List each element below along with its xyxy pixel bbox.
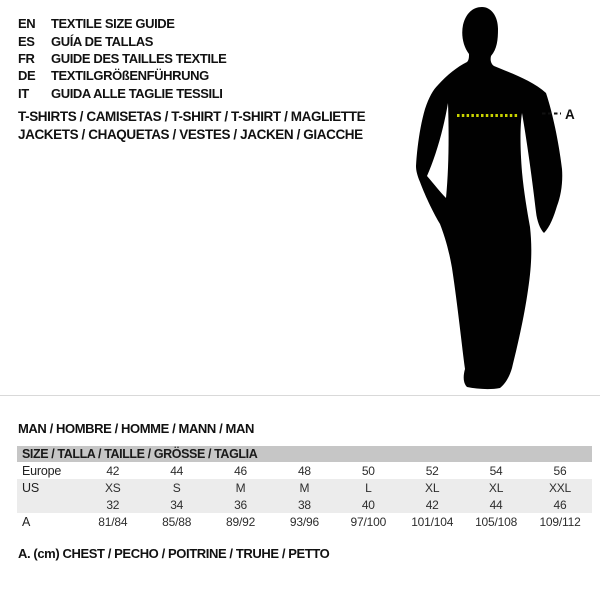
row-label: US	[17, 479, 81, 496]
language-row-de	[18, 67, 226, 84]
language-label: GUÍA DE TALLAS	[51, 33, 154, 49]
man-silhouette-figure	[405, 0, 600, 400]
language-row-es	[18, 32, 226, 49]
row-label: A	[22, 514, 31, 529]
table-cell: 52	[425, 463, 439, 478]
man-silhouette-path	[416, 7, 562, 389]
horizontal-divider	[0, 395, 600, 396]
table-cell: 40	[336, 496, 400, 513]
table-cell: 34	[145, 496, 209, 513]
language-code: ES	[18, 33, 35, 49]
language-code: FR	[18, 50, 35, 66]
table-cell: 97/100	[350, 514, 387, 529]
section-title-man: MAN / HOMBRE / HOMME / MANN / MAN	[18, 421, 254, 436]
table-cell: M	[273, 479, 337, 496]
category-tshirts: T-SHIRTS / CAMISETAS / T-SHIRT / T-SHIRT / MAGLIETTE	[18, 109, 366, 124]
measurement-footnote: A. (cm) CHEST / PECHO / POITRINE / TRUHE / PETTO	[18, 546, 330, 561]
table-cell: 46	[528, 496, 592, 513]
table-cell: 36	[209, 496, 273, 513]
table-row-europe	[17, 462, 592, 479]
language-list	[18, 15, 226, 102]
language-row-en	[18, 15, 226, 32]
size-table	[17, 446, 592, 530]
table-cell: 44	[464, 496, 528, 513]
man-silhouette-svg	[405, 0, 600, 400]
language-label: GUIDA ALLE TAGLIE TESSILI	[51, 85, 223, 101]
table-cell: 93/96	[289, 514, 319, 529]
row-label: Europe	[22, 463, 62, 478]
garment-categories	[18, 108, 365, 144]
table-cell: 105/108	[475, 514, 518, 529]
language-row-fr	[18, 50, 226, 67]
table-cell: 54	[489, 463, 503, 478]
table-cell: 44	[170, 463, 184, 478]
language-label: GUIDE DES TAILLES TEXTILE	[51, 50, 227, 66]
table-cell: 50	[361, 463, 375, 478]
table-header-row	[17, 446, 592, 462]
table-cell: XS	[81, 479, 145, 496]
table-cell: XL	[464, 479, 528, 496]
table-cell: L	[336, 479, 400, 496]
table-cell: 109/112	[539, 514, 581, 529]
measure-label-a: A	[565, 107, 575, 122]
language-code: EN	[18, 16, 36, 32]
table-cell: 101/104	[411, 514, 454, 529]
language-row-it	[18, 85, 226, 102]
table-cell: M	[209, 479, 273, 496]
table-cell: 42	[106, 463, 120, 478]
language-code: DE	[18, 68, 36, 84]
category-jackets: JACKETS / CHAQUETAS / VESTES / JACKEN / GIACCHE	[18, 127, 363, 142]
table-cell: 56	[553, 463, 567, 478]
table-cell: 38	[273, 496, 337, 513]
table-row-chest-a	[17, 513, 592, 530]
table-row-uk	[17, 496, 592, 513]
table-cell: 32	[81, 496, 145, 513]
table-cell: 85/88	[162, 514, 192, 529]
table-cell: 48	[297, 463, 311, 478]
table-cell: S	[145, 479, 209, 496]
language-label: TEXTILGRÖßENFÜHRUNG	[51, 68, 209, 84]
table-cell: 42	[400, 496, 464, 513]
row-label	[17, 496, 81, 513]
table-cell: XXL	[528, 479, 592, 496]
table-row-us	[17, 479, 592, 496]
table-cell: 89/92	[226, 514, 256, 529]
language-code: IT	[18, 85, 29, 101]
table-cell: 46	[234, 463, 248, 478]
table-header: SIZE / TALLA / TAILLE / GRÖSSE / TAGLIA	[17, 446, 592, 462]
table-cell: 81/84	[98, 514, 128, 529]
language-label: TEXTILE SIZE GUIDE	[51, 16, 175, 32]
table-cell: XL	[400, 479, 464, 496]
